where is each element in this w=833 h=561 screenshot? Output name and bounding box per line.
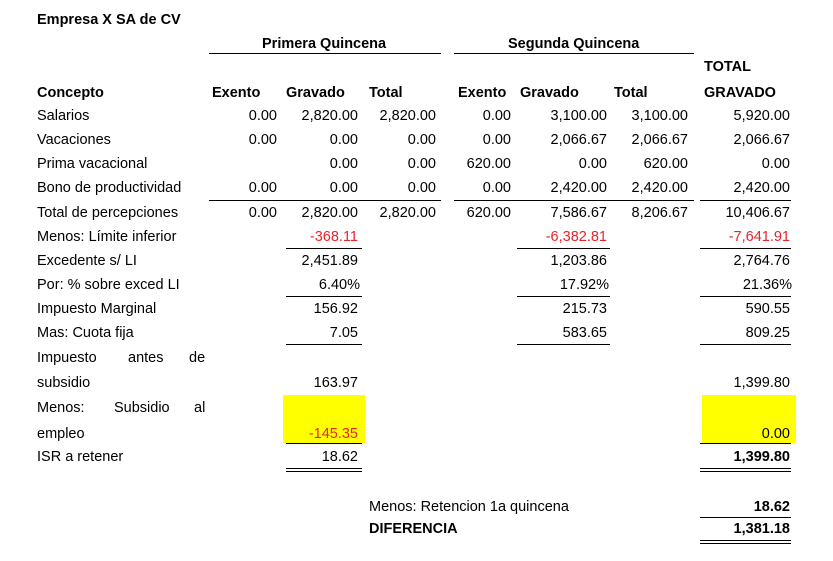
isr-double-line-total-a — [700, 468, 791, 469]
calc-line-q1 — [286, 248, 362, 249]
calc-q2: 1,203.86 — [550, 253, 607, 269]
isr-q1: 18.62 — [321, 449, 358, 465]
diferencia-label: DIFERENCIA — [369, 521, 458, 537]
calc-line-q2 — [517, 248, 610, 249]
calc-line-q2 — [517, 296, 610, 297]
row-label: Salarios — [37, 108, 90, 124]
calc-total: 2,764.76 — [733, 253, 790, 269]
impuesto-total: 1,399.80 — [733, 375, 790, 391]
diferencia-value: 1,381.18 — [733, 521, 790, 537]
cell-total-gravado: 0.00 — [761, 156, 790, 172]
isr-total: 1,399.80 — [733, 449, 790, 465]
impuesto-label-w1: Impuesto — [37, 350, 97, 366]
subsidio-label-w3: al — [194, 400, 206, 416]
row-label: Bono de productividad — [37, 180, 182, 196]
cell-q1-total: 0.00 — [407, 156, 436, 172]
calc-label: Por: % sobre exced LI — [37, 277, 180, 293]
isr-double-line-q1-a — [286, 468, 362, 469]
cell-q2-exento: 620.00 — [466, 156, 511, 172]
header-total-line1: TOTAL — [704, 59, 751, 75]
calc-line-total — [700, 248, 791, 249]
calc-line-q2 — [517, 344, 610, 345]
cell-q2-total: 8,206.67 — [631, 205, 688, 221]
calc-label: Mas: Cuota fija — [37, 325, 134, 341]
calc-label: Impuesto Marginal — [37, 301, 157, 317]
cell-q1-total: 0.00 — [407, 180, 436, 196]
calc-total-limite: -7,641.91 — [728, 229, 790, 245]
cell-q1-gravado: 2,820.00 — [301, 108, 358, 124]
calc-line-total — [700, 296, 791, 297]
calc-q2: 215.73 — [562, 301, 607, 317]
diferencia-double-line-b — [700, 543, 791, 544]
isr-double-line-total-b — [700, 471, 791, 472]
cell-total-gravado: 2,420.00 — [733, 180, 790, 196]
subtotal-line-q1 — [209, 200, 441, 201]
impuesto-q1: 163.97 — [313, 375, 358, 391]
calc-q2-limite: -6,382.81 — [545, 229, 607, 245]
subsidio-label-w1: Menos: — [37, 400, 85, 416]
header-exento-q1: Exento — [212, 85, 261, 101]
cell-q2-gravado: 2,420.00 — [550, 180, 607, 196]
cell-q2-total: 3,100.00 — [631, 108, 688, 124]
calc-q2: 583.65 — [562, 325, 607, 341]
calc-q1-limite: -368.11 — [309, 229, 358, 245]
cell-q2-total: 2,420.00 — [631, 180, 688, 196]
subtotal-line-q2 — [454, 200, 694, 201]
isr-label: ISR a retener — [37, 449, 124, 465]
header-total-line2: GRAVADO — [704, 85, 776, 101]
cell-q1-gravado: 2,820.00 — [301, 205, 358, 221]
retencion-value: 18.62 — [753, 499, 790, 515]
retencion-label: Menos: Retencion 1a quincena — [369, 499, 569, 515]
cell-q2-exento: 0.00 — [482, 180, 511, 196]
cell-q2-gravado: 7,586.67 — [550, 205, 607, 221]
calc-line-total — [700, 344, 791, 345]
subsidio-label-line2: empleo — [37, 426, 85, 442]
cell-q2-total: 620.00 — [643, 156, 688, 172]
calc-line-q1 — [286, 344, 362, 345]
impuesto-label-w2: antes — [128, 350, 164, 366]
cell-total-gravado: 10,406.67 — [725, 205, 790, 221]
impuesto-label-line2: subsidio — [37, 375, 91, 391]
cell-q1-gravado: 0.00 — [329, 180, 358, 196]
cell-q2-gravado: 0.00 — [578, 156, 607, 172]
header-gravado-q1: Gravado — [286, 85, 345, 101]
calc-label: Excedente s/ LI — [37, 253, 137, 269]
cell-q1-exento: 0.00 — [248, 108, 277, 124]
cell-q2-exento: 0.00 — [482, 132, 511, 148]
header-exento-q2: Exento — [458, 85, 507, 101]
company-title: Empresa X SA de CV — [37, 12, 181, 28]
calc-label: Menos: Límite inferior — [37, 229, 177, 245]
calc-total: 21.36% — [742, 277, 792, 293]
cell-q1-gravado: 0.00 — [329, 156, 358, 172]
header-gravado-q2: Gravado — [520, 85, 579, 101]
row-label: Total de percepciones — [37, 205, 179, 221]
subtotal-line-total — [700, 200, 791, 201]
subsidio-line-q1 — [286, 443, 362, 444]
calc-q1: 7.05 — [329, 325, 358, 341]
cell-q2-total: 2,066.67 — [631, 132, 688, 148]
row-label: Vacaciones — [37, 132, 111, 148]
cell-q2-gravado: 3,100.00 — [550, 108, 607, 124]
calc-q1: 2,451.89 — [301, 253, 358, 269]
cell-q1-total: 2,820.00 — [379, 108, 436, 124]
header-total-q2: Total — [614, 85, 648, 101]
cell-q1-exento: 0.00 — [248, 205, 277, 221]
isr-double-line-q1-b — [286, 471, 362, 472]
cell-q1-exento: 0.00 — [248, 132, 277, 148]
cell-q1-total: 2,820.00 — [379, 205, 436, 221]
header-primera-underline — [209, 53, 441, 54]
cell-q2-exento: 0.00 — [482, 108, 511, 124]
calc-total: 590.55 — [745, 301, 790, 317]
header-segunda-underline — [454, 53, 694, 54]
cell-q1-exento: 0.00 — [248, 180, 277, 196]
subsidio-total: 0.00 — [761, 426, 790, 442]
calc-line-q1 — [286, 296, 362, 297]
subsidio-line-total — [700, 443, 791, 444]
cell-q1-total: 0.00 — [407, 132, 436, 148]
impuesto-label-w3: de — [189, 350, 206, 366]
cell-q2-exento: 620.00 — [466, 205, 511, 221]
row-label: Prima vacacional — [37, 156, 148, 172]
subsidio-label-w2: Subsidio — [114, 400, 170, 416]
calc-total: 809.25 — [745, 325, 790, 341]
header-total-q1: Total — [369, 85, 403, 101]
header-primera-quincena: Primera Quincena — [262, 36, 387, 52]
header-segunda-quincena: Segunda Quincena — [508, 36, 640, 52]
cell-q1-gravado: 0.00 — [329, 132, 358, 148]
cell-q2-gravado: 2,066.67 — [550, 132, 607, 148]
calc-q1: 156.92 — [313, 301, 358, 317]
cell-total-gravado: 2,066.67 — [733, 132, 790, 148]
cell-total-gravado: 5,920.00 — [733, 108, 790, 124]
subsidio-q1: -145.35 — [308, 426, 358, 442]
calc-q1: 6.40% — [318, 277, 360, 293]
diferencia-double-line-a — [700, 540, 791, 541]
calc-q2: 17.92% — [559, 277, 609, 293]
header-concepto: Concepto — [37, 85, 104, 101]
retencion-line — [700, 517, 791, 518]
